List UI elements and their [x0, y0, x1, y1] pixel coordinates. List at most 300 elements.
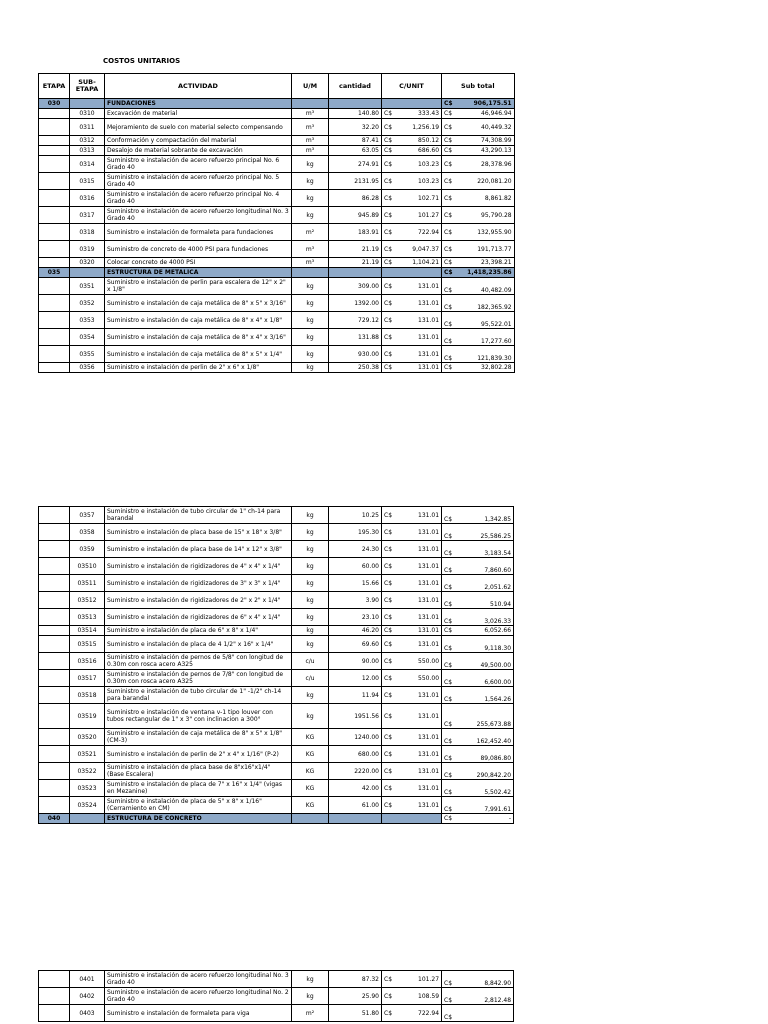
unit-of-measure: kg	[292, 609, 329, 626]
currency-symbol: C$	[442, 258, 455, 268]
activity-description: Suministro e instalación de acero refuerzo principal No. 6 Grado 40	[105, 156, 292, 173]
table-row	[39, 592, 514, 609]
um-cell	[292, 814, 329, 824]
row-subtotal: 191,713.77	[455, 241, 515, 258]
currency-symbol: C$	[382, 346, 395, 363]
sub-etapa-code: 0310	[70, 109, 105, 119]
sub-etapa-code: 0352	[70, 295, 105, 312]
row-subtotal: 162,452.40	[454, 729, 514, 746]
row-subtotal: 1,564.26	[454, 687, 514, 704]
row-subtotal: 2,812.48	[454, 988, 514, 1005]
currency-symbol: C$	[382, 687, 395, 704]
quantity: 63.05	[329, 146, 382, 156]
sub-etapa-code: 0354	[70, 329, 105, 346]
quantity: 309.00	[329, 278, 382, 295]
unit-price: 850.12	[394, 136, 442, 146]
activity-description: Suministro e instalación de caja metálica de 8" x 5" x 1/4"	[105, 346, 292, 363]
currency-symbol: C$	[382, 119, 395, 136]
sub-etapa-cell	[70, 99, 105, 109]
sub-etapa-code: 0402	[70, 988, 105, 1005]
row-subtotal: 32,802.28	[455, 363, 515, 373]
currency-symbol: C$	[442, 190, 455, 207]
etapa-cell	[39, 746, 70, 763]
sub-etapa-code: 0403	[70, 1005, 105, 1022]
unit-of-measure: kg	[292, 312, 329, 329]
activity-description: Suministro e instalación de caja metálica de 8" x 4" x 3/16"	[105, 329, 292, 346]
activity-description: Suministro e instalación de placa de 4 1/2" x 16" x 1/4"	[105, 636, 292, 653]
unit-price: 131.01	[394, 609, 442, 626]
currency-symbol: C$	[382, 136, 395, 146]
group-row	[39, 99, 515, 109]
table-body	[39, 99, 515, 373]
etapa-cell	[39, 363, 70, 373]
row-subtotal: 46,946.94	[455, 109, 515, 119]
currency-symbol: C$	[442, 173, 455, 190]
unit-of-measure: KG	[292, 729, 329, 746]
sub-etapa-code: 03521	[70, 746, 105, 763]
currency-symbol: C$	[382, 109, 395, 119]
unit-of-measure: m³	[292, 119, 329, 136]
row-subtotal: 95,790.28	[455, 207, 515, 224]
table-row	[39, 729, 514, 746]
unit-of-measure: m³	[292, 109, 329, 119]
quantity: 930.00	[329, 346, 382, 363]
sub-etapa-code: 0318	[70, 224, 105, 241]
currency-symbol: C$	[382, 224, 395, 241]
activity-description: Suministro e instalación de perlin de 2" x 4" x 1/16" (P-2)	[105, 746, 292, 763]
quantity: 274.91	[329, 156, 382, 173]
currency-symbol: C$	[442, 278, 455, 295]
sub-etapa-code: 03519	[70, 704, 105, 729]
table-row	[39, 312, 515, 329]
currency-cell	[382, 268, 395, 278]
document-title: COSTOS UNITARIOS	[103, 57, 181, 65]
row-subtotal: 2,051.62	[454, 575, 514, 592]
currency-symbol: C$	[442, 653, 455, 670]
unit-of-measure: kg	[292, 173, 329, 190]
sub-etapa-code: 0355	[70, 346, 105, 363]
unit-of-measure: kg	[292, 346, 329, 363]
unit-of-measure: KG	[292, 746, 329, 763]
currency-symbol: C$	[442, 636, 455, 653]
sub-etapa-code: 03510	[70, 558, 105, 575]
table-row	[39, 558, 514, 575]
table-row	[39, 541, 514, 558]
header-cunit: C/UNIT	[382, 74, 442, 99]
row-subtotal: 6,600.00	[454, 670, 514, 687]
currency-symbol: C$	[442, 207, 455, 224]
currency-symbol: C$	[442, 797, 455, 814]
currency-symbol: C$	[382, 258, 395, 268]
activity-description: Suministro e instalación de rigidizadores de 3" x 3" x 1/4"	[105, 575, 292, 592]
unit-price: 722.94	[394, 1005, 442, 1022]
activity-description: Suministro e instalación de perlin para escalera de 12" x 2" x 1/8"	[105, 278, 292, 295]
currency-symbol: C$	[382, 670, 395, 687]
unit-price: 103.23	[394, 173, 442, 190]
activity-description: Suministro e instalación de pernos de 5/8" con longitud de 0.30m con rosca acero A325	[105, 653, 292, 670]
header-actividad: ACTIVIDAD	[105, 74, 292, 99]
sub-etapa-code: 0317	[70, 207, 105, 224]
row-subtotal: 5,502.42	[454, 780, 514, 797]
activity-description: Suministro e instalación de caja metálica de 8" x 4" x 1/8"	[105, 312, 292, 329]
etapa-cell	[39, 729, 70, 746]
sub-etapa-code: 03515	[70, 636, 105, 653]
currency-symbol: C$	[382, 1005, 395, 1022]
activity-description: Desalojo de material sobrante de excavación	[105, 146, 292, 156]
quantity: 1951.56	[329, 704, 382, 729]
quantity: 2131.95	[329, 173, 382, 190]
unit-price: 131.01	[394, 797, 442, 814]
unit-of-measure: kg	[292, 575, 329, 592]
activity-description: Suministro e instalación de acero refuerzo longitudinal No. 3 Grado 40	[105, 971, 292, 988]
unit-of-measure: kg	[292, 207, 329, 224]
quantity: 23.10	[329, 609, 382, 626]
quantity: 86.28	[329, 190, 382, 207]
sub-etapa-code: 03514	[70, 626, 105, 636]
unit-price: 131.01	[394, 541, 442, 558]
etapa-cell	[39, 1005, 70, 1022]
table-row	[39, 190, 515, 207]
sub-etapa-code: 0319	[70, 241, 105, 258]
qty-cell	[329, 814, 382, 824]
table-row	[39, 971, 514, 988]
unit-of-measure: kg	[292, 524, 329, 541]
sub-etapa-code: 03524	[70, 797, 105, 814]
etapa-cell	[39, 346, 70, 363]
unit-of-measure: m²	[292, 224, 329, 241]
table-row	[39, 136, 515, 146]
unit-of-measure: kg	[292, 295, 329, 312]
unit-price: 550.00	[394, 653, 442, 670]
sub-etapa-code: 0312	[70, 136, 105, 146]
unit-of-measure: kg	[292, 541, 329, 558]
header-sub-etapa: SUB- ETAPA	[70, 74, 105, 99]
etapa-code: 040	[39, 814, 70, 824]
table-row	[39, 1005, 514, 1022]
quantity: 2220.00	[329, 763, 382, 780]
currency-symbol: C$	[442, 729, 455, 746]
table-row	[39, 109, 515, 119]
unit-of-measure: kg	[292, 592, 329, 609]
etapa-cell	[39, 109, 70, 119]
quantity: 24.30	[329, 541, 382, 558]
currency-symbol: C$	[382, 575, 395, 592]
activity-description: Suministro e instalación de caja metálica de 8" x 5" x 1/8" (CM-3)	[105, 729, 292, 746]
sub-etapa-code: 03522	[70, 763, 105, 780]
etapa-cell	[39, 988, 70, 1005]
quantity: 945.89	[329, 207, 382, 224]
table-row	[39, 524, 514, 541]
row-subtotal: 121,839.30	[455, 346, 515, 363]
currency-symbol: C$	[382, 507, 395, 524]
activity-description: Colocar concreto de 4000 PSI	[105, 258, 292, 268]
currency-symbol: C$	[442, 1005, 455, 1022]
header-etapa: ETAPA	[39, 74, 70, 99]
currency-cell	[382, 99, 395, 109]
table-row	[39, 224, 515, 241]
unit-of-measure: m³	[292, 146, 329, 156]
row-subtotal: 8,861.82	[455, 190, 515, 207]
unit-price: 108.59	[394, 988, 442, 1005]
etapa-cell	[39, 312, 70, 329]
row-subtotal: 8,842.90	[454, 971, 514, 988]
quantity: 46.20	[329, 626, 382, 636]
etapa-cell	[39, 119, 70, 136]
currency-symbol: C$	[442, 988, 455, 1005]
row-subtotal: 40,482.09	[455, 278, 515, 295]
row-subtotal	[454, 1005, 514, 1022]
quantity: 32.20	[329, 119, 382, 136]
row-subtotal: 43,290.13	[455, 146, 515, 156]
activity-description: Suministro e instalación de placa base de 15" x 18" x 3/8"	[105, 524, 292, 541]
table-row	[39, 626, 514, 636]
group-row	[39, 268, 515, 278]
etapa-cell	[39, 575, 70, 592]
unit-price: 131.01	[394, 746, 442, 763]
quantity: 250.38	[329, 363, 382, 373]
quantity: 183.91	[329, 224, 382, 241]
unit-of-measure: kg	[292, 971, 329, 988]
row-subtotal: 25,586.25	[454, 524, 514, 541]
unit-of-measure: kg	[292, 156, 329, 173]
activity-description: Suministro e instalación de placa de 5" x 8" x 1/16" (Cerramiento en CM)	[105, 797, 292, 814]
table-row	[39, 797, 514, 814]
row-subtotal: 510.94	[454, 592, 514, 609]
cost-table-part-3	[38, 970, 514, 1022]
unit-of-measure: kg	[292, 636, 329, 653]
unit-price: 131.01	[394, 295, 442, 312]
unit-price: 1,256.19	[394, 119, 442, 136]
currency-symbol: C$	[442, 156, 455, 173]
table-row	[39, 207, 515, 224]
sub-etapa-code: 0320	[70, 258, 105, 268]
quantity: 42.00	[329, 780, 382, 797]
unit-price: 102.71	[394, 190, 442, 207]
unit-price: 131.01	[394, 524, 442, 541]
quantity: 195.30	[329, 524, 382, 541]
etapa-cell	[39, 258, 70, 268]
table-row	[39, 346, 515, 363]
header-row	[39, 74, 515, 99]
activity-description: Suministro e instalación de rigidizadores de 2" x 2" x 1/4"	[105, 592, 292, 609]
unit-of-measure: c/u	[292, 670, 329, 687]
etapa-cell	[39, 241, 70, 258]
currency-symbol: C$	[382, 207, 395, 224]
sub-etapa-code: 0357	[70, 507, 105, 524]
currency-symbol: C$	[442, 119, 455, 136]
row-subtotal: 255,673.88	[454, 704, 514, 729]
activity-description: Suministro e instalación de pernos de 7/8" con longitud de 0.30m con rosca acero A325	[105, 670, 292, 687]
unit-price-cell	[394, 814, 442, 824]
unit-price: 131.01	[394, 763, 442, 780]
activity-description: Suministro e instalación de acero refuerzo longitudinal No. 3 Grado 40	[105, 207, 292, 224]
currency-symbol: C$	[442, 241, 455, 258]
etapa-cell	[39, 797, 70, 814]
quantity: 1240.00	[329, 729, 382, 746]
row-subtotal: 28,378.96	[455, 156, 515, 173]
unit-price: 9,047.37	[394, 241, 442, 258]
currency-symbol: C$	[382, 609, 395, 626]
um-cell	[292, 268, 329, 278]
row-subtotal: 132,955.90	[455, 224, 515, 241]
group-subtotal: 906,175.51	[455, 99, 515, 109]
currency-symbol: C$	[442, 524, 455, 541]
unit-of-measure: kg	[292, 329, 329, 346]
table-row	[39, 653, 514, 670]
currency-symbol: C$	[382, 363, 395, 373]
activity-description: Conformación y compactación del material	[105, 136, 292, 146]
activity-description: Suministro e instalación de formaleta para fundaciones	[105, 224, 292, 241]
sub-etapa-code: 0313	[70, 146, 105, 156]
activity-description: Suministro e instalación de formaleta para viga	[105, 1005, 292, 1022]
quantity: 87.41	[329, 136, 382, 146]
etapa-cell	[39, 278, 70, 295]
quantity: 140.80	[329, 109, 382, 119]
group-subtotal: 1,418,235.86	[455, 268, 515, 278]
unit-of-measure: kg	[292, 704, 329, 729]
currency-symbol: C$	[382, 146, 395, 156]
currency-symbol: C$	[442, 763, 455, 780]
unit-of-measure: kg	[292, 363, 329, 373]
currency-symbol: C$	[382, 746, 395, 763]
etapa-cell	[39, 780, 70, 797]
currency-symbol: C$	[442, 268, 455, 278]
currency-cell	[382, 814, 395, 824]
unit-of-measure: m³	[292, 258, 329, 268]
etapa-cell	[39, 592, 70, 609]
unit-price: 131.01	[394, 780, 442, 797]
unit-of-measure: m³	[292, 136, 329, 146]
currency-symbol: C$	[442, 971, 455, 988]
activity-description: Excavación de material	[105, 109, 292, 119]
unit-price: 333.43	[394, 109, 442, 119]
table-row	[39, 146, 515, 156]
quantity: 25.90	[329, 988, 382, 1005]
activity-description: Suministro e instalación de tubo circular de 1" ch-14 para barandal	[105, 507, 292, 524]
cost-table-part-2	[38, 506, 514, 824]
unit-price: 131.01	[394, 626, 442, 636]
currency-symbol: C$	[382, 541, 395, 558]
etapa-cell	[39, 636, 70, 653]
unit-price: 101.27	[394, 207, 442, 224]
unit-price: 131.01	[394, 704, 442, 729]
currency-symbol: C$	[442, 558, 455, 575]
unit-price: 722.94	[394, 224, 442, 241]
unit-of-measure: KG	[292, 763, 329, 780]
etapa-cell	[39, 558, 70, 575]
currency-symbol: C$	[382, 704, 395, 729]
row-subtotal: 220,081.20	[455, 173, 515, 190]
currency-symbol: C$	[442, 329, 455, 346]
unit-of-measure: kg	[292, 626, 329, 636]
row-subtotal: 40,449.32	[455, 119, 515, 136]
table-row	[39, 241, 515, 258]
sub-etapa-code: 0353	[70, 312, 105, 329]
etapa-cell	[39, 653, 70, 670]
currency-symbol: C$	[382, 295, 395, 312]
activity-description: Suministro e instalación de caja metálica de 8" x 5" x 3/16"	[105, 295, 292, 312]
unit-of-measure: kg	[292, 190, 329, 207]
currency-symbol: C$	[382, 524, 395, 541]
group-subtotal: -	[454, 814, 514, 824]
etapa-code: 035	[39, 268, 70, 278]
row-subtotal: 9,118.30	[454, 636, 514, 653]
unit-of-measure: c/u	[292, 653, 329, 670]
quantity: 61.00	[329, 797, 382, 814]
unit-of-measure: KG	[292, 780, 329, 797]
sub-etapa-code: 0359	[70, 541, 105, 558]
table-row	[39, 609, 514, 626]
unit-price: 131.01	[394, 636, 442, 653]
unit-price: 131.01	[394, 575, 442, 592]
unit-price: 550.00	[394, 670, 442, 687]
row-subtotal: 6,052.66	[454, 626, 514, 636]
unit-price: 131.01	[394, 312, 442, 329]
table-body	[39, 507, 514, 824]
currency-symbol: C$	[442, 780, 455, 797]
currency-symbol: C$	[382, 729, 395, 746]
sub-etapa-code: 0401	[70, 971, 105, 988]
table-row	[39, 746, 514, 763]
sub-etapa-cell	[70, 268, 105, 278]
currency-symbol: C$	[442, 687, 455, 704]
currency-symbol: C$	[382, 971, 395, 988]
currency-symbol: C$	[382, 173, 395, 190]
activity-description: Suministro e instalación de acero refuerzo principal No. 4 Grado 40	[105, 190, 292, 207]
currency-symbol: C$	[442, 704, 455, 729]
table-row	[39, 507, 514, 524]
sub-etapa-code: 0311	[70, 119, 105, 136]
table-row	[39, 988, 514, 1005]
etapa-code: 030	[39, 99, 70, 109]
sub-etapa-code: 03516	[70, 653, 105, 670]
activity-description: Suministro de concreto de 4000 PSI para fundaciones	[105, 241, 292, 258]
sub-etapa-code: 03520	[70, 729, 105, 746]
currency-symbol: C$	[442, 224, 455, 241]
unit-of-measure: kg	[292, 687, 329, 704]
etapa-cell	[39, 541, 70, 558]
qty-cell	[329, 99, 382, 109]
table-row	[39, 687, 514, 704]
currency-symbol: C$	[442, 99, 455, 109]
currency-symbol: C$	[382, 156, 395, 173]
unit-price-cell	[394, 99, 442, 109]
etapa-cell	[39, 295, 70, 312]
etapa-cell	[39, 670, 70, 687]
activity-description: Suministro e instalación de rigidizadores de 6" x 4" x 1/4"	[105, 609, 292, 626]
etapa-cell	[39, 329, 70, 346]
sub-etapa-code: 03512	[70, 592, 105, 609]
row-subtotal: 74,308.99	[455, 136, 515, 146]
table-row	[39, 156, 515, 173]
unit-price: 131.01	[394, 329, 442, 346]
quantity: 10.25	[329, 507, 382, 524]
currency-symbol: C$	[382, 190, 395, 207]
row-subtotal: 3,026.33	[454, 609, 514, 626]
etapa-cell	[39, 156, 70, 173]
currency-symbol: C$	[382, 241, 395, 258]
row-subtotal: 290,842.20	[454, 763, 514, 780]
group-row	[39, 814, 514, 824]
activity-description: Suministro e instalación de placa base de 14" x 12" x 3/8"	[105, 541, 292, 558]
currency-symbol: C$	[382, 988, 395, 1005]
currency-symbol: C$	[382, 329, 395, 346]
unit-of-measure: m²	[292, 1005, 329, 1022]
etapa-cell	[39, 609, 70, 626]
currency-symbol: C$	[442, 346, 455, 363]
etapa-cell	[39, 687, 70, 704]
unit-price: 101.27	[394, 971, 442, 988]
